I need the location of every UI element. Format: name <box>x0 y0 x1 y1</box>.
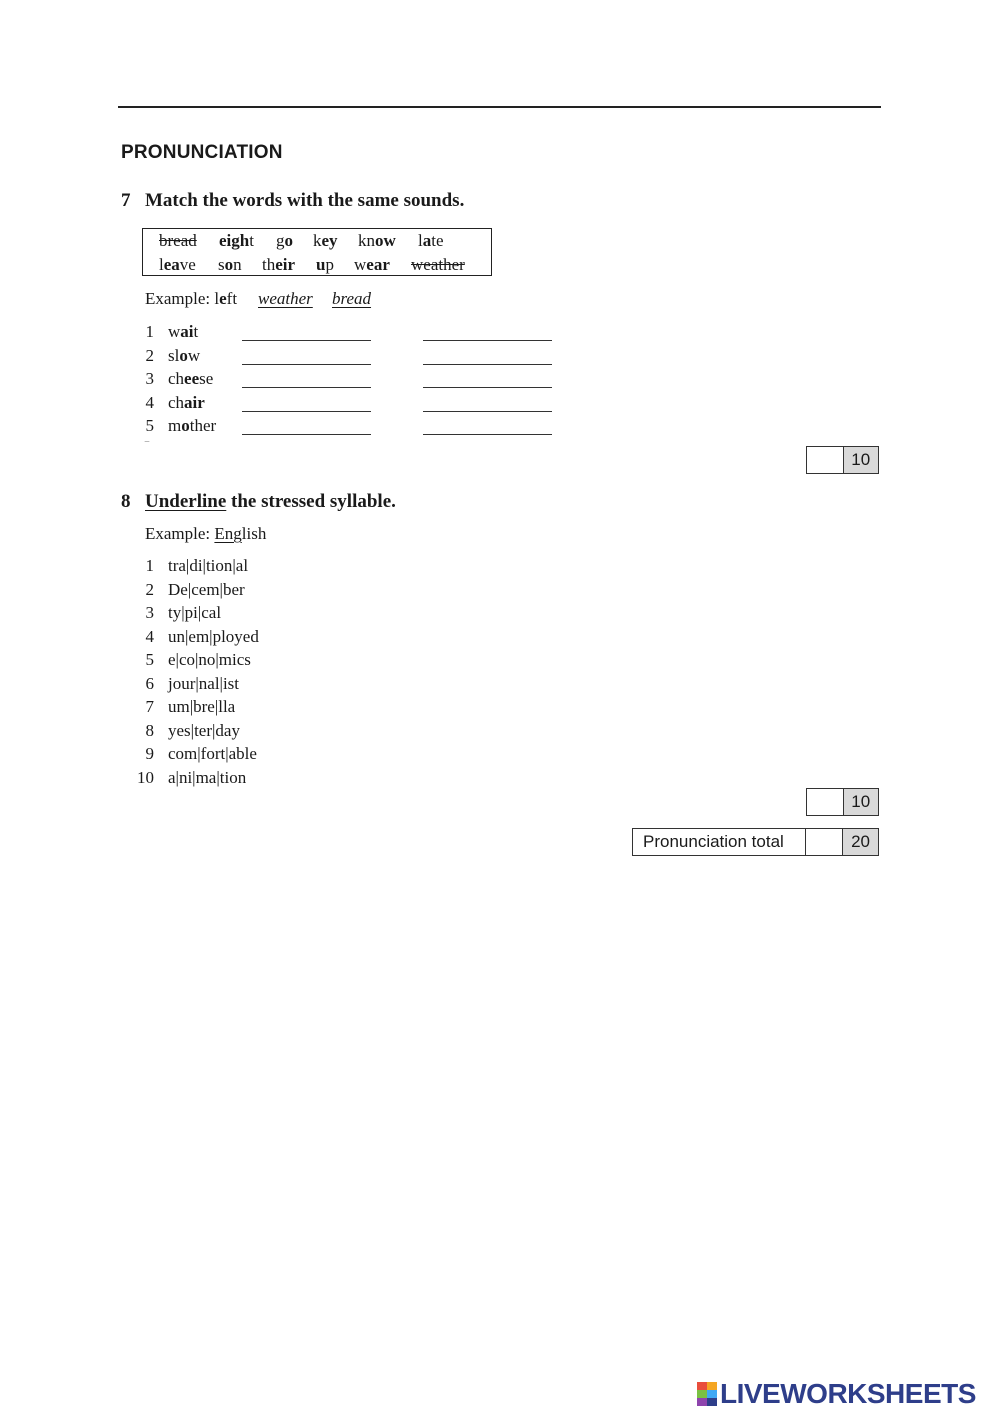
question-7-number: 7 <box>121 190 131 211</box>
word-part: t <box>193 322 199 341</box>
syllable-word[interactable]: ty|pi|cal <box>168 603 222 622</box>
example-answer-2: bread <box>332 289 372 308</box>
word-part: l <box>418 231 423 250</box>
q8-score-max: 10 <box>844 789 879 815</box>
logo-mark-icon <box>697 1382 717 1406</box>
word-part: s <box>218 255 225 274</box>
top-rule <box>118 106 881 108</box>
word-box-word <box>276 231 293 251</box>
logo-tile <box>707 1398 717 1406</box>
q7-score-max: 10 <box>844 447 879 473</box>
word-part: l <box>159 255 164 274</box>
syllable-word[interactable]: e|co|no|mics <box>168 650 251 669</box>
word-box-word <box>418 231 444 251</box>
item-number: 8 <box>145 720 154 740</box>
logo-tile <box>707 1390 717 1398</box>
word-box-word <box>159 231 197 251</box>
answer-blank[interactable] <box>423 411 552 412</box>
answer-blank[interactable] <box>242 434 371 435</box>
item-number: 1 <box>145 322 154 341</box>
item-number: 9 <box>145 744 154 763</box>
word-sound: o <box>284 231 293 250</box>
q7-example <box>145 289 237 309</box>
total-score-box <box>632 828 879 856</box>
word-box-word <box>313 231 338 251</box>
answer-blank[interactable] <box>423 434 552 435</box>
word-part: m <box>168 416 182 435</box>
total-score-input[interactable] <box>806 829 843 855</box>
word-part: ther <box>189 416 217 435</box>
word-part: se <box>199 369 214 388</box>
word-part: t <box>249 231 254 250</box>
word-sound: ey <box>321 231 338 250</box>
example-label: Example: <box>145 524 215 543</box>
word-part: th <box>262 255 276 274</box>
item-number: 1 <box>145 556 154 575</box>
item-number: 3 <box>145 369 154 388</box>
question-8-number: 8 <box>121 491 131 512</box>
syllable-word[interactable]: com|fort|able <box>168 744 257 763</box>
item-word <box>168 369 213 389</box>
word-sound: ee <box>184 369 200 388</box>
word-part: k <box>313 231 322 250</box>
item-number: 6 <box>145 673 154 693</box>
word-part: w <box>168 322 181 341</box>
syllable-word[interactable]: yes|ter|day <box>168 720 240 740</box>
logo-tile <box>707 1382 717 1390</box>
logo-tile <box>697 1398 707 1406</box>
word-box-word <box>411 255 465 275</box>
answer-blank[interactable] <box>242 411 371 412</box>
word-part: kn <box>358 231 375 250</box>
item-word <box>168 346 200 366</box>
syllable-word[interactable]: un|em|ployed <box>168 626 259 646</box>
word-part: ch <box>168 392 185 412</box>
syllable-word[interactable]: jour|nal|ist <box>168 673 240 693</box>
item-number: 5 <box>145 650 154 669</box>
syllable-word[interactable]: um|bre|lla <box>168 697 236 716</box>
syllable-word[interactable]: De|cem|ber <box>168 579 245 599</box>
word-box-word <box>218 255 242 275</box>
word-part: bread <box>159 231 197 250</box>
syllable-word[interactable]: a|ni|ma|tion <box>168 767 247 787</box>
word-box-word <box>159 255 196 275</box>
q7-score-input[interactable] <box>807 447 844 473</box>
word-part: w <box>354 255 367 274</box>
word-box-word <box>354 255 390 275</box>
word-part: p <box>325 255 334 274</box>
syllable-word[interactable]: tra|di|tion|al <box>168 556 249 575</box>
logo-text: LIVEWORKSHEETS <box>720 1378 976 1409</box>
word-box-word <box>316 255 334 275</box>
answer-blank[interactable] <box>423 340 552 341</box>
item-word <box>168 416 216 436</box>
liveworksheets-logo[interactable] <box>697 1378 976 1410</box>
word-sound: ea <box>163 255 180 274</box>
word-sound: ai <box>180 322 194 341</box>
item-number: 4 <box>145 392 154 412</box>
example-rest: lish <box>241 524 267 543</box>
example-answer-1: weather <box>258 289 313 308</box>
answer-blank[interactable] <box>242 340 371 341</box>
stray-mark: ‾ <box>145 440 149 454</box>
word-sound: o <box>179 345 188 365</box>
item-number: 5 <box>145 416 154 435</box>
word-sound: a <box>422 231 432 250</box>
answer-blank[interactable] <box>423 387 552 388</box>
word-part: weather <box>411 255 465 274</box>
instruction-rest: the stressed syllable. <box>226 491 396 512</box>
item-number: 10 <box>137 767 154 787</box>
word-sound: eigh <box>219 231 250 250</box>
question-8-instruction <box>145 491 396 513</box>
word-part: w <box>187 345 201 365</box>
example-stressed: Eng <box>214 524 242 543</box>
word-sound: ear <box>366 255 390 274</box>
total-score-max: 20 <box>843 829 878 855</box>
item-word <box>168 322 198 342</box>
answer-blank[interactable] <box>242 387 371 388</box>
item-number: 2 <box>145 579 154 599</box>
word-part: ve <box>179 255 196 274</box>
word-sound: o <box>181 416 190 435</box>
word-part: te <box>431 231 444 250</box>
word-box-word <box>262 255 295 275</box>
word-sound: ow <box>375 231 396 250</box>
item-number: 7 <box>145 697 154 716</box>
answer-blank[interactable] <box>423 364 552 365</box>
logo-tile <box>697 1390 707 1398</box>
example-bold: e <box>219 289 227 308</box>
word-part: sl <box>168 345 180 365</box>
q8-score-input[interactable] <box>807 789 844 815</box>
word-sound: eir <box>275 255 296 274</box>
total-label: Pronunciation total <box>633 829 806 855</box>
section-title: PRONUNCIATION <box>121 142 283 163</box>
word-part: n <box>233 255 242 274</box>
item-number: 3 <box>145 603 154 622</box>
question-7-instruction: Match the words with the same sounds. <box>145 190 465 211</box>
example-label: Example: l <box>145 289 220 308</box>
item-number: 2 <box>145 345 154 365</box>
example-post: ft <box>226 289 238 308</box>
q8-example <box>145 524 266 544</box>
word-part: g <box>276 231 285 250</box>
word-sound: air <box>184 392 205 412</box>
word-sound: o <box>224 255 234 274</box>
answer-blank[interactable] <box>242 364 371 365</box>
instruction-underline-word: Underline <box>145 491 227 512</box>
word-box-word <box>219 231 254 251</box>
item-word <box>168 393 205 413</box>
q7-score-box <box>806 446 879 474</box>
logo-tile <box>697 1382 707 1390</box>
word-part: ch <box>168 369 185 388</box>
word-box-word <box>358 231 396 251</box>
word-sound: u <box>316 255 326 274</box>
q8-score-box <box>806 788 879 816</box>
item-number: 4 <box>145 626 154 646</box>
